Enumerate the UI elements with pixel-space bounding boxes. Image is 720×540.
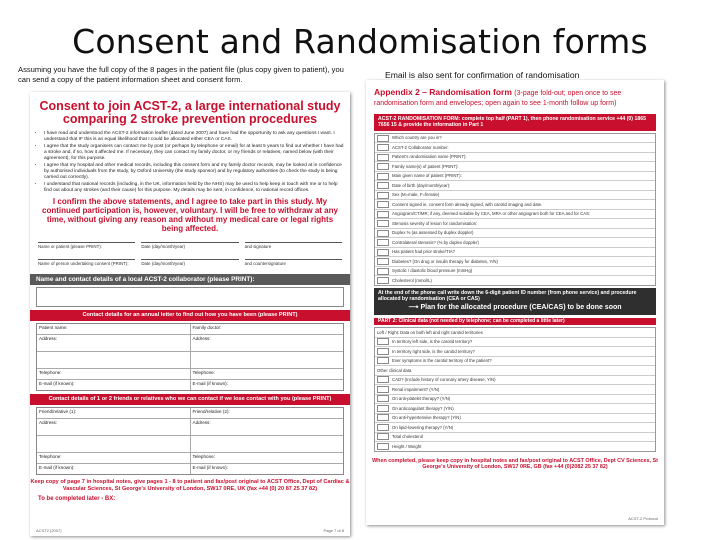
table-cell[interactable]: Address: <box>192 336 211 342</box>
randomisation-subtitle: (3-page fold-out; open once to see randomisation form and envelopes; open again to see 1-month follow up form) <box>374 90 622 107</box>
table-cell[interactable]: Patient name: <box>37 324 191 334</box>
form-field[interactable]: Total cholesterol <box>375 433 655 443</box>
form-field[interactable]: Sex (M=male, F=female) <box>375 191 655 201</box>
form-field[interactable]: Cholesterol (mmol/L) <box>375 276 655 285</box>
table-cell[interactable]: Friend/relative (1): <box>37 408 191 418</box>
form-field[interactable]: Consent signed ie, consent form already signed, with carotid imaging and date. <box>375 200 655 210</box>
randomisation-bottom-instructions: When completed, please keep copy in hospital notes and fax/post original to ACST Office, Dept CV Sciences, St George's University of London, SW17 0RE, GB (fax +44 (0)2082 25 37 82) <box>372 457 658 471</box>
keep-copy-instructions: Keep copy of page 7 in hospital notes, give pages 1 - 8 to patient and fax/post original to ACST Office, Dept of Cardiac & Vascular Sciences, St George's University of London, SW17 0RE, UK (fax +44 (0) 20 87 25 37 82) <box>30 479 350 493</box>
randomisation-form-document <box>366 80 664 525</box>
part1-fields <box>374 133 656 286</box>
signature-lines <box>38 242 342 267</box>
signature-field[interactable]: Name of person undertaking consent (PRINT): <box>38 259 135 267</box>
form-field[interactable]: Date of birth (day/month/year): <box>375 181 655 191</box>
collaborator-band: Name and contact details of a local ACST-2 collaborator (please PRINT): <box>30 274 350 285</box>
table-cell[interactable]: Address: <box>37 335 191 351</box>
form-field[interactable]: Main given name of patient (PRINT): <box>375 172 655 182</box>
randomisation-banner: ACST-2 RANDOMISATION FORM: complete top half (PART 1), then phone randomisation service +44 (0) 1865 7656 15 & provide the information in Part 1 <box>374 114 656 131</box>
form-field[interactable]: Angiogram/CT/MR; if any, deemed suitable by CEA, MRA or other angiogram both for CEA and for CAS: <box>375 210 655 220</box>
table-cell[interactable]: Friend/relative (2): <box>192 409 230 415</box>
table-cell[interactable]: E-mail (if known): <box>192 381 228 387</box>
contact-band: Contact details for an annual letter to find out how you have been (please PRINT) <box>30 310 350 321</box>
form-field[interactable]: Has patient had prior stroke/TIA? <box>375 248 655 258</box>
form-field[interactable]: Diabetes? (On drug or insulin therapy for diabetes, Y/N) <box>375 257 655 267</box>
table-cell[interactable] <box>191 436 344 452</box>
table-cell[interactable]: Telephone: <box>37 453 191 463</box>
note-right: Email is also sent for confirmation of randomisation <box>385 70 580 80</box>
table-cell[interactable]: E-mail (if known): <box>37 464 191 474</box>
consent-form-title: Consent to join ACST-2, a large international study comparing 2 stroke prevention procedures <box>39 99 341 126</box>
form-field[interactable]: Duplex % (as assessed by duplex doppler) <box>375 229 655 239</box>
consent-bullet: • I agree that my hospital and other medical records, including this consent form and my family doctor records, may be looked at in confidence by authorised individuals from the study, by Oxford University (the study sponsor) and by regulatory authorities (to check the study is being carried out correctly). <box>44 163 344 180</box>
table-cell[interactable]: Telephone: <box>192 370 215 376</box>
footer-left: ACST2 (2007) <box>36 528 62 533</box>
form-field[interactable]: Other clinical data <box>375 366 655 376</box>
form-field[interactable]: ACST-2 Collaborator number: <box>375 143 655 153</box>
form-field[interactable]: Family name(s) of patient (PRINT): <box>375 162 655 172</box>
slide-title: Consent and Randomisation forms <box>72 22 648 61</box>
form-field[interactable]: Which country are you in? <box>375 134 655 144</box>
table-cell[interactable]: Address: <box>37 419 191 435</box>
form-field[interactable]: Left / Right: Data on both left and right carotid territories <box>375 328 655 338</box>
completed-later-label: To be completed later - BX: <box>38 496 116 503</box>
randomisation-title-text: Appendix 2 – Randomisation form <box>374 87 512 97</box>
form-field[interactable]: Contralateral stenosis? (% by duplex doppler) <box>375 238 655 248</box>
signature-field[interactable]: and countersignature <box>245 259 342 267</box>
form-field[interactable]: In territory right side, is the carotid territory? <box>375 347 655 357</box>
table-cell[interactable]: Family doctor: <box>192 325 222 331</box>
plan-procedure-text: ⟶ Plan for the allocated procedure (CEA/CAS) to be done soon <box>408 303 622 311</box>
form-field[interactable]: Height / Weight <box>375 442 655 451</box>
form-field[interactable]: Patient's randomisation name (PRINT): <box>375 153 655 163</box>
consent-bullet: • I have read and understood the ACST-2 information leaflet (dated June 2007) and have had the opportunity to ask any questions I want. I understand that IF this is an equal likelihood that I could be allocated either CEA or CAS. <box>44 131 344 143</box>
consent-bullet: • I agree that the study organisers can contact me by post (or perhaps by telephone or email) for at least 5 years to find out whether I have had a stroke and, if so, how it affected me. If necessary, they can contact my family doctor, or my friends or relatives, named below (with their agreement), for this purpose. <box>44 144 344 161</box>
collaborator-box[interactable] <box>36 287 344 307</box>
part2-fields <box>374 327 656 452</box>
friends-band: Contact details of 1 or 2 friends or relatives who we can contact if we lose contact with you (please PRINT) <box>30 394 350 405</box>
consent-bullets <box>44 131 344 193</box>
form-field[interactable]: On lipid-lowering therapy? (Y/N) <box>375 423 655 433</box>
form-field[interactable]: On anti-hypertensive therapy? (Y/N) <box>375 414 655 424</box>
consent-form-document <box>30 92 350 536</box>
part2-band: PART 2: Clinical data (not needed by telephone; can be completed a little later) <box>374 318 656 326</box>
table-cell[interactable]: E-mail (if known): <box>37 380 191 390</box>
table-cell[interactable] <box>37 436 191 452</box>
table-cell[interactable] <box>191 352 344 368</box>
signature-field[interactable]: Date (day/month/year) <box>141 259 238 267</box>
signature-field[interactable]: Name or patient (please PRINT): <box>38 242 135 250</box>
phone-call-callout <box>374 288 656 315</box>
signature-field[interactable]: Date (day/month/year) <box>141 242 238 250</box>
consent-bullet: • I understand that national records (including, in the UK, information held by the NHS) may be used to help keep in touch with me or to help find out about any strokes (and their cause) for this purpose. My details may be sent, in confidence, to national record offices. <box>44 182 344 194</box>
table-cell[interactable]: Telephone: <box>192 454 215 460</box>
table-cell[interactable]: Telephone: <box>37 369 191 379</box>
randomisation-footer: ACST-2 Protocol <box>628 516 658 522</box>
form-field[interactable]: Renal impairment? (Y/N) <box>375 385 655 395</box>
callout-text: At the end of the phone call write down the 6-digit patient ID number (from phone service) and procedure allocated by randomisation (CEA or CAS) <box>378 289 637 303</box>
contact-table <box>36 323 344 391</box>
table-cell[interactable] <box>37 352 191 368</box>
table-cell[interactable]: E-mail (if known): <box>192 465 228 471</box>
form-field[interactable]: On anti-platelet therapy? (Y/N) <box>375 395 655 405</box>
randomisation-form-title <box>374 88 664 108</box>
note-left: Assuming you have the full copy of the 8 pages in the patient file (plus copy given to patient), you can send a copy of the patient information sheet and consent form. <box>18 65 344 84</box>
form-field[interactable]: Ever symptoms in the carotid territory of the patient? <box>375 357 655 367</box>
consent-confirm-statement: I confirm the above statements, and I agree to take part in this study. My continued participation is, however, voluntary. I will be free to withdraw at any time, without giving any reason and without my medical care or legal rights being affected. <box>42 197 338 234</box>
form-field[interactable]: On anticoagulant therapy? (Y/N) <box>375 404 655 414</box>
form-field[interactable]: Systolic / diastolic blood pressure (mmHg) <box>375 267 655 277</box>
signature-field[interactable]: and signature <box>245 242 342 250</box>
page-number: Page 7 of 8 <box>323 528 344 533</box>
table-cell[interactable]: Address: <box>192 420 211 426</box>
form-field[interactable]: Stenosis severity of lesion for randomisation: <box>375 219 655 229</box>
form-field[interactable]: In territory left side, is the carotid territory? <box>375 338 655 348</box>
form-field[interactable]: CAD? (Include history of coronary artery disease, Y/N) <box>375 376 655 386</box>
friends-table <box>36 407 344 475</box>
